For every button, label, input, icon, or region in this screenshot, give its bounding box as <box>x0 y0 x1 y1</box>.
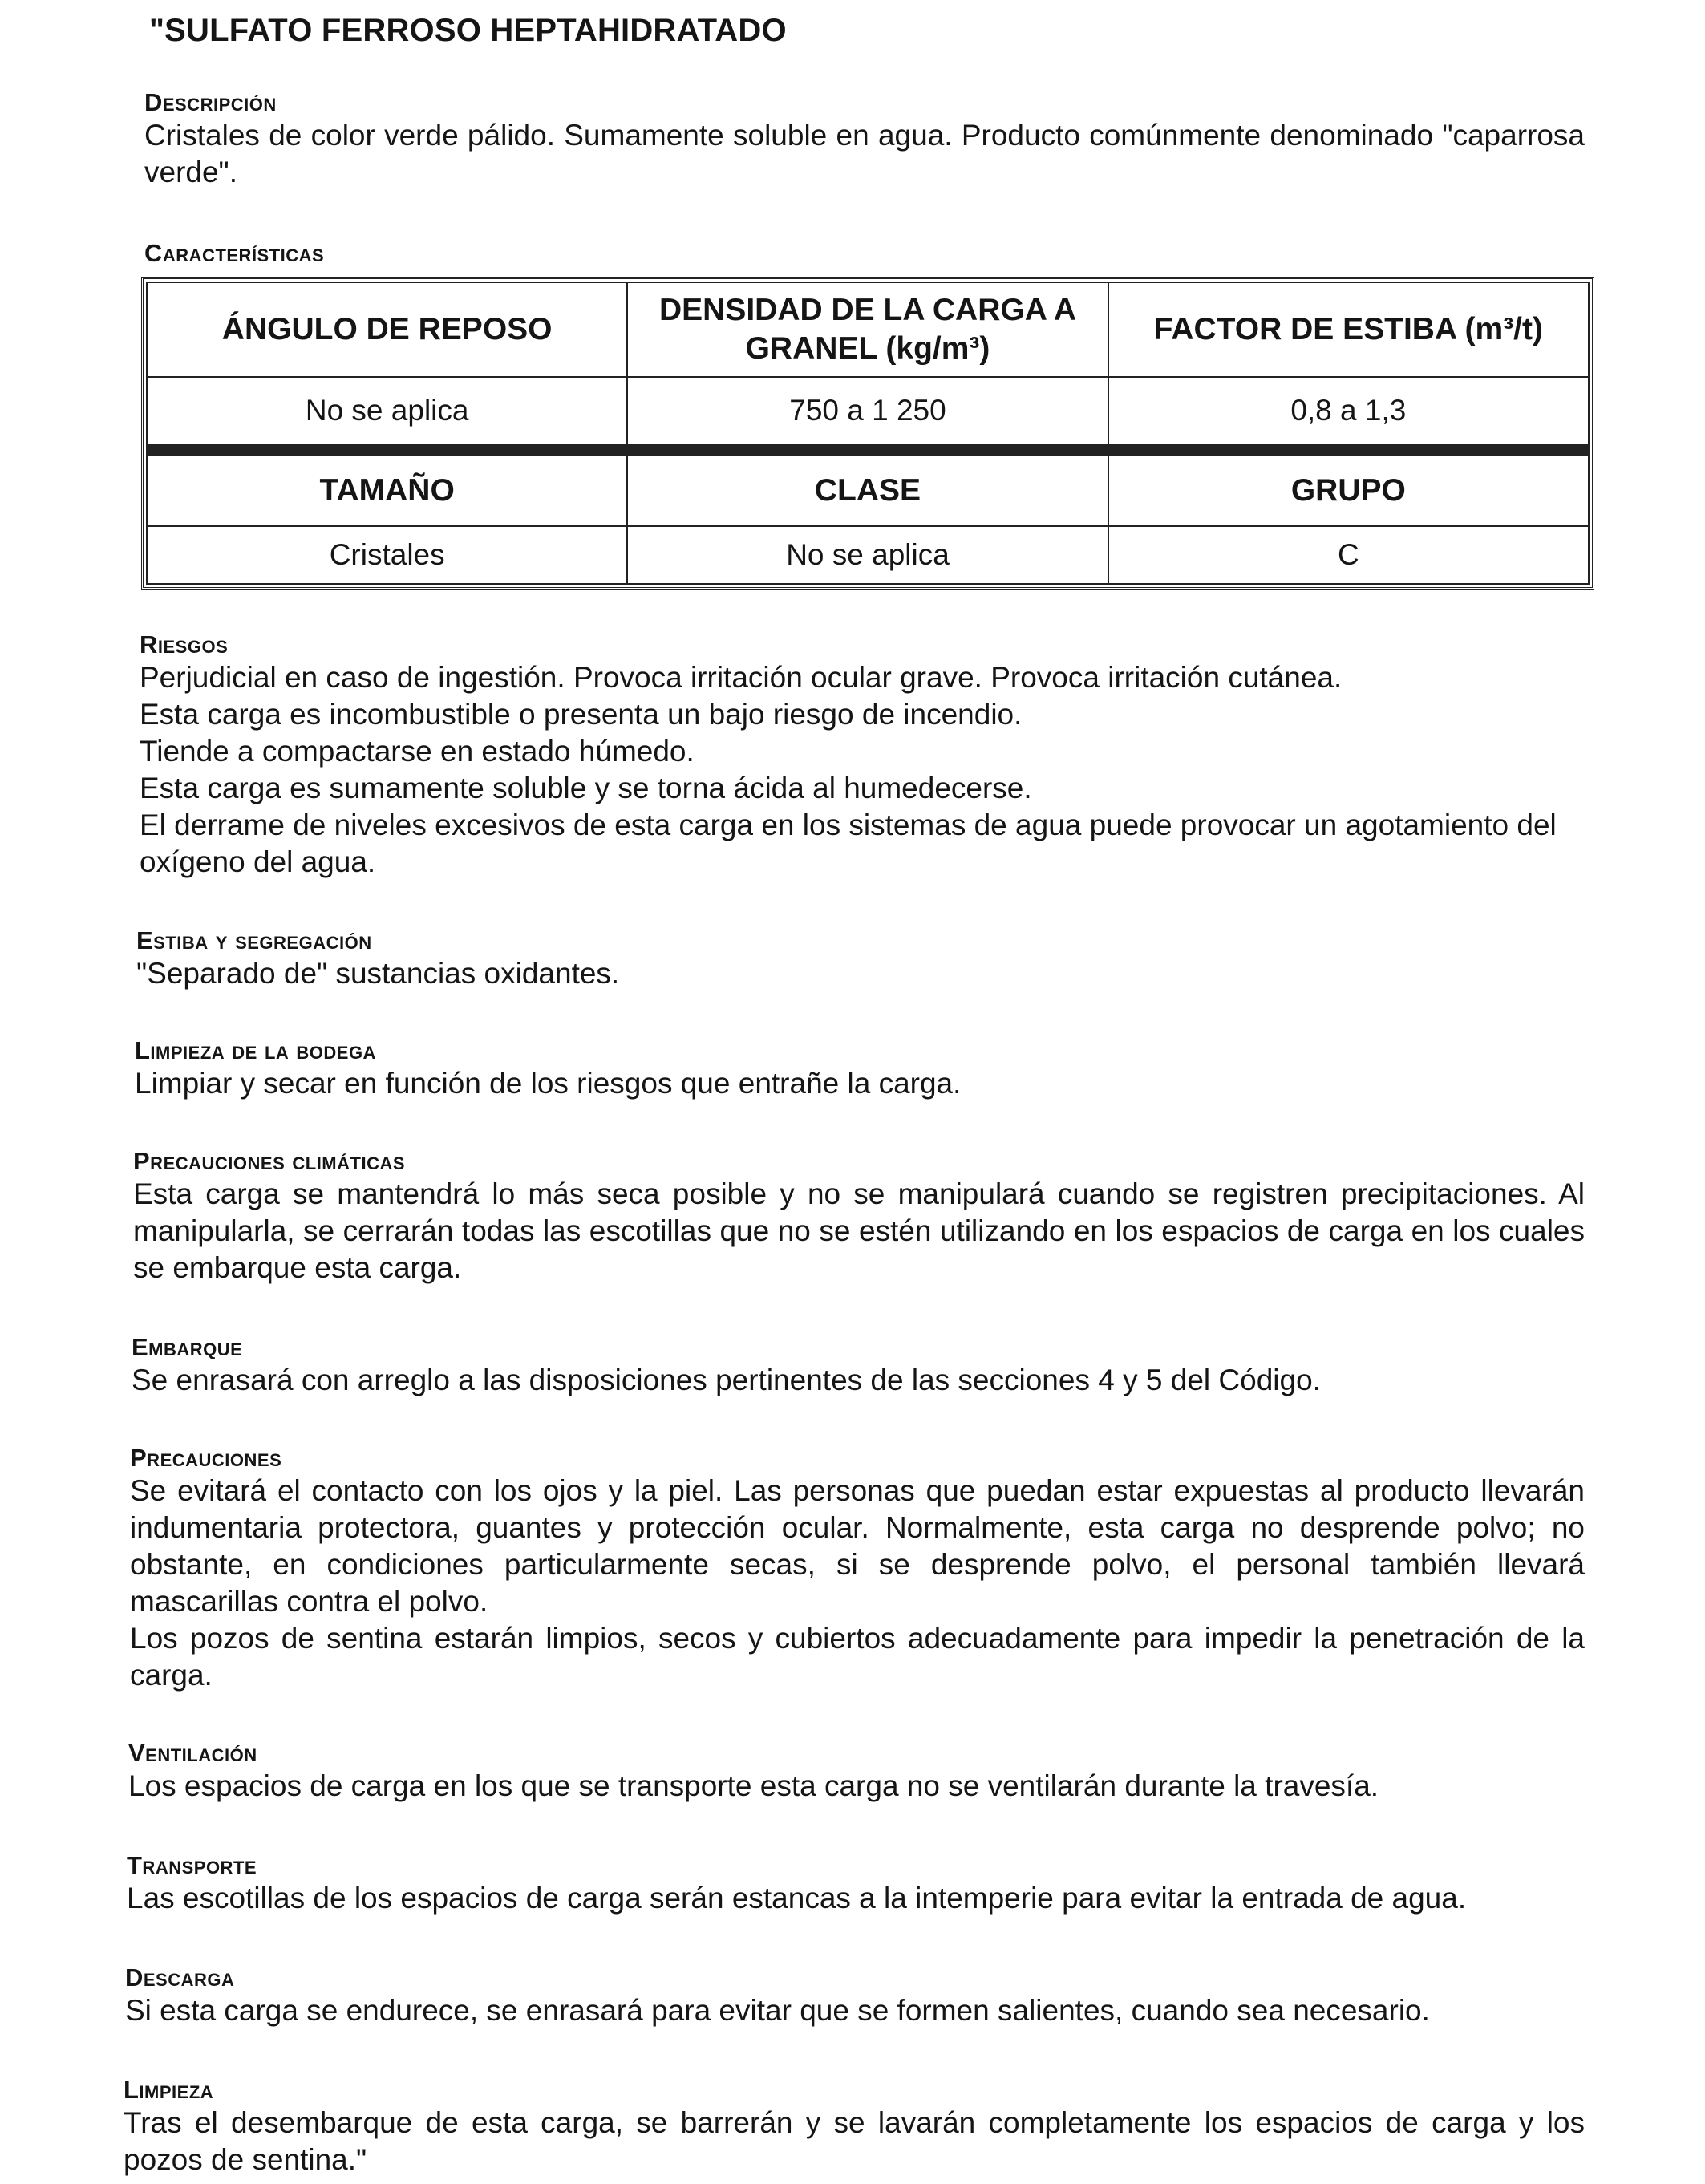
document-title: "SULFATO FERROSO HEPTAHIDRATADO <box>149 13 787 48</box>
table-row <box>147 377 1589 444</box>
section-limpieza-bodega <box>135 1036 1585 1102</box>
text-limpieza: Tras el desembarque de esta carga, se barrerán y se lavarán completamente los espacios de carga y los pozos de sentina." <box>124 2105 1585 2176</box>
section-riesgos <box>140 630 1585 881</box>
header-angulo: ÁNGULO DE REPOSO <box>147 282 627 377</box>
section-estiba <box>136 926 1585 992</box>
header-grupo: GRUPO <box>1108 456 1589 526</box>
section-ventilacion <box>128 1739 1585 1805</box>
heading-caracteristicas: Características <box>144 239 325 267</box>
heading-transporte: Transporte <box>127 1851 257 1879</box>
section-precauciones-climaticas <box>133 1147 1585 1286</box>
table-header-row <box>147 456 1589 526</box>
text-riesgos-5: El derrame de niveles excesivos de esta carga en los sistemas de agua puede provocar un agotamiento del oxígeno del agua. <box>140 808 1557 878</box>
section-limpieza <box>124 2076 1585 2178</box>
header-clase: CLASE <box>627 456 1108 526</box>
heading-limpieza-bodega: Limpieza de la bodega <box>135 1036 376 1064</box>
text-precauciones-2: Los pozos de sentina estarán limpios, secos y cubiertos adecuadamente para impedir la penetración de la carga. <box>130 1621 1585 1692</box>
heading-estiba: Estiba y segregación <box>136 926 372 954</box>
text-riesgos-3: Tiende a compactarse en estado húmedo. <box>140 734 695 768</box>
text-descripcion: Cristales de color verde pálido. Sumamente soluble en agua. Producto comúnmente denominado "caparrosa verde". <box>144 118 1585 188</box>
section-precauciones <box>130 1444 1585 1694</box>
text-riesgos-2: Esta carga es incombustible o presenta un bajo riesgo de incendio. <box>140 697 1023 731</box>
section-descarga <box>125 1963 1585 2029</box>
header-factor: FACTOR DE ESTIBA (m³/t) <box>1108 282 1589 377</box>
section-transporte <box>127 1851 1585 1917</box>
heading-precauciones: Precauciones <box>130 1444 282 1472</box>
heading-descripcion: Descripción <box>144 88 277 116</box>
value-tamano: Cristales <box>147 526 627 584</box>
text-ventilacion: Los espacios de carga en los que se transporte esta carga no se ventilarán durante la travesía. <box>128 1769 1379 1802</box>
table-divider <box>147 444 1589 456</box>
text-riesgos-4: Esta carga es sumamente soluble y se torna ácida al humedecerse. <box>140 771 1032 804</box>
value-densidad: 750 a 1 250 <box>627 377 1108 444</box>
value-angulo: No se aplica <box>147 377 627 444</box>
properties-table <box>141 277 1594 590</box>
text-transporte: Las escotillas de los espacios de carga serán estancas a la intemperie para evitar la entrada de agua. <box>127 1881 1467 1915</box>
value-clase: No se aplica <box>627 526 1108 584</box>
text-limpieza-bodega: Limpiar y secar en función de los riesgos que entrañe la carga. <box>135 1066 962 1100</box>
value-factor: 0,8 a 1,3 <box>1108 377 1589 444</box>
text-precauciones-climaticas: Esta carga se mantendrá lo más seca posible y no se manipulará cuando se registren precipitaciones. Al manipularla, se cerrarán todas las escotillas que no se estén utilizando en los espacios de carga en los cuales se embarque esta carga. <box>133 1177 1585 1284</box>
section-embarque <box>132 1333 1585 1399</box>
header-tamano: TAMAÑO <box>147 456 627 526</box>
header-densidad: DENSIDAD DE LA CARGA A GRANEL (kg/m³) <box>627 282 1108 377</box>
value-grupo: C <box>1108 526 1589 584</box>
section-caracteristicas <box>144 239 1585 268</box>
text-estiba: "Separado de" sustancias oxidantes. <box>136 956 620 990</box>
heading-embarque: Embarque <box>132 1333 243 1361</box>
section-descripcion <box>144 88 1585 191</box>
heading-descarga: Descarga <box>125 1963 235 1992</box>
heading-ventilacion: Ventilación <box>128 1739 257 1767</box>
text-riesgos-1: Perjudicial en caso de ingestión. Provoca irritación ocular grave. Provoca irritación cutánea. <box>140 660 1343 694</box>
text-embarque: Se enrasará con arreglo a las disposiciones pertinentes de las secciones 4 y 5 del Código. <box>132 1363 1321 1396</box>
text-descarga: Si esta carga se endurece, se enrasará para evitar que se formen salientes, cuando sea necesario. <box>125 1993 1430 2027</box>
heading-precauciones-climaticas: Precauciones climáticas <box>133 1147 406 1175</box>
heading-riesgos: Riesgos <box>140 630 229 658</box>
heading-limpieza: Limpieza <box>124 2076 214 2104</box>
table-row <box>147 526 1589 584</box>
text-precauciones-1: Se evitará el contacto con los ojos y la piel. Las personas que puedan estar expuestas al producto llevarán indumentaria protectora, guantes y protección ocular. Normalmente, esta carga no desprende polvo; no obstante, en condiciones particularmente secas, si se desprende polvo, el personal también llevará mascarillas contra el polvo. <box>130 1473 1585 1618</box>
table-header-row <box>147 282 1589 377</box>
